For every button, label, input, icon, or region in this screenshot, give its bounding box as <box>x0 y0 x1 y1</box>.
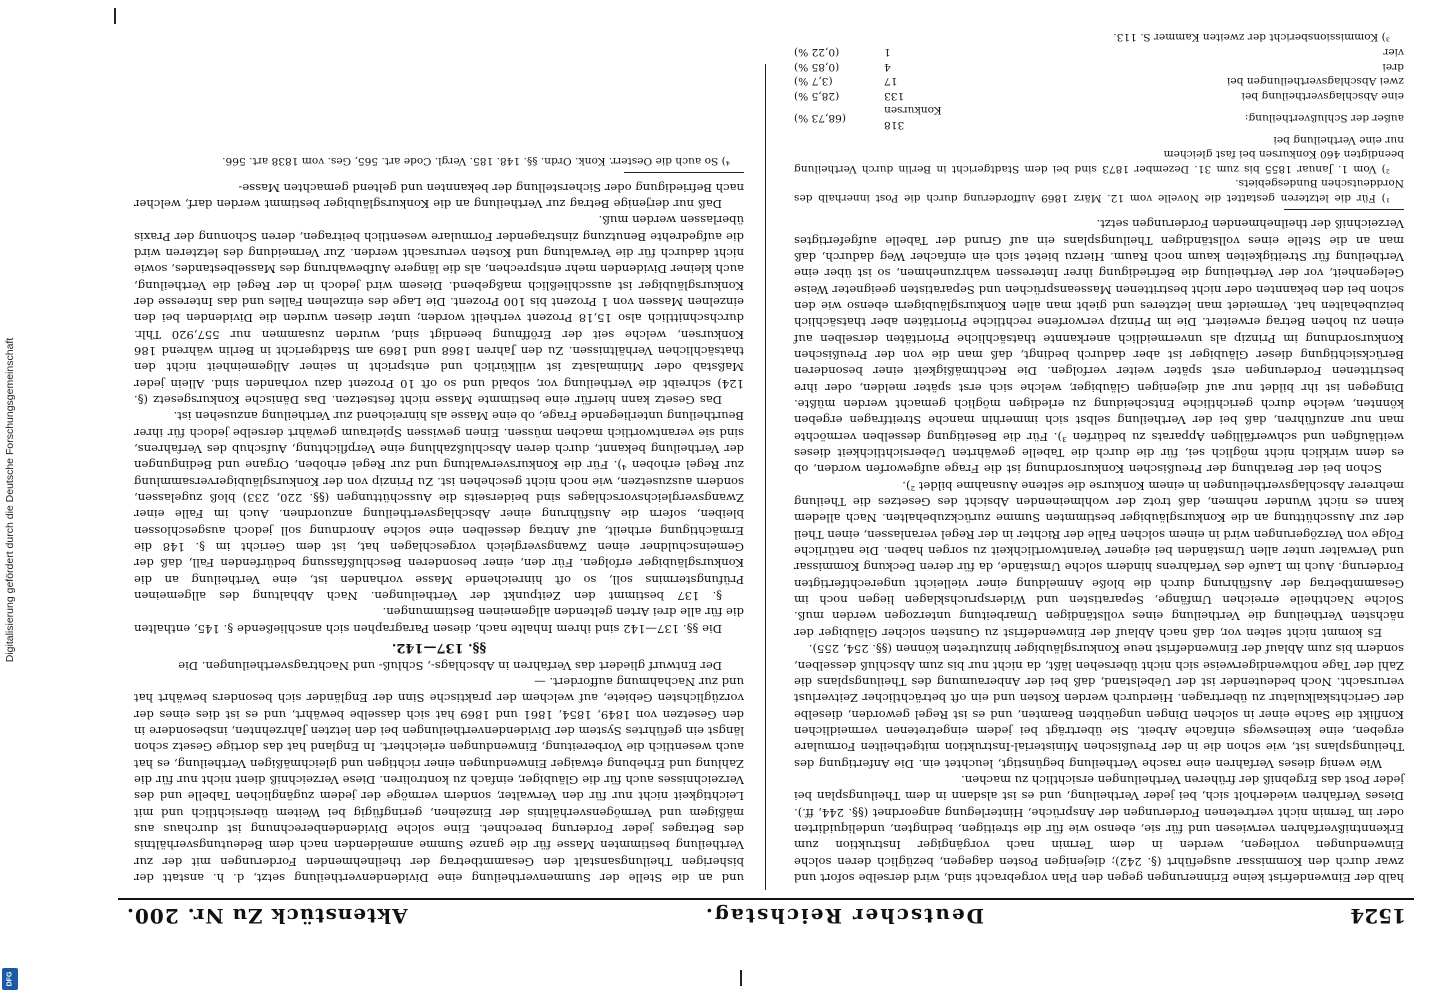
table-cell: eine Abschlagsvertheilung bei <box>1241 89 1404 102</box>
paragraph: Die §§. 137—142 sind ihrem Inhalte nach, diesen Paragraphen sich anschließende §. 145, enthalten die für alle drei Arten geltenden allgemeinen Bestimmungen. <box>134 605 744 636</box>
footnote: ¹) Für die letzteren gestattet die Novelle vom 12. März 1869 Aufforderung durch die Post innerhalb des Norddeutschen Bundesgebiets. <box>794 177 1404 204</box>
left-column <box>794 31 1404 886</box>
table-cell: (0,22 %) <box>794 45 840 58</box>
digitization-credit <box>0 0 20 1000</box>
paragraph: Es kommt nicht selten vor, daß nach Ablauf der Einwendefrist zu Gunsten solcher Gläubiger der nächsten Vertheilung die Vertheilung eines vollständigen Umarbeitung unterzogen werden muß. Solche Nachtheile erreichen Umfänge, Separatisten und Widerspruchsklagen liegen noch im Gesammtbetrag der Ausführung durch die bloße Anmeldung einer vielleicht ungerechtfertigten Forderung. Auch im Laufe des Verfahrens hindern solche Umstände, da für deren Deckung Kommissar und Verwalter unter allen Umständen bei eigener Verantwortlichkeit zu sorgen haben. Die natürliche Folge von Verzögerungen wird in einem solchen Falle der Richter in der Regel veranlassen, einen Theil der zur Ausschüttung an die Konkursgläubiger bestimmten Summe zurückzubehalten. Nach alledem kann es nicht Wunder nehmen, daß trotz der wohlmeinenden Absicht des Gesetzes die Theilung mehrerer Abschlagsvertheilungen in einem Konkurse die seltene Ausnahme bildet ²). <box>794 478 1404 640</box>
table-row <box>794 132 1404 147</box>
scan-mark <box>740 970 742 986</box>
table-row <box>794 74 1404 89</box>
table-row <box>794 44 1404 59</box>
column-divider <box>765 64 766 890</box>
dfg-logo-label: DFG <box>6 971 14 987</box>
paragraph: halb der Einwendefrist keine Erinnerungen gegen den Plan vorgebracht sind, wird derselbe sofort und zwar durch den Kommissar ausgeführt (§. 242); diejenigen Posten dagegen, bezüglich deren solche Einwendungen vorliegen, werden in dem Termin nach vorgängiger Instruktion zum Erkenntnißverfahren verwiesen und für sie, ebenso wie für die streitigen, bedingten, undeliquidirten oder im Termin nicht vertretenen Forderungen der Ansprüche, Hinterlegung angeordnet (§§. 244, ff.). Dieses Verfahren wiederholt sich, bei jeder Vertheilung, und es ist alsdann in dem Theilungsplan bei jeder Post das Ergebniß der früheren Vertheilungen ersichtlich zu machen. <box>794 772 1404 885</box>
page-header <box>118 898 1414 930</box>
table-cell: 318 Konkursen <box>884 104 942 131</box>
scanned-page <box>118 31 1414 930</box>
table-cell: nur eine Vertheilung bei <box>1273 133 1404 146</box>
scan-mark <box>114 8 116 24</box>
table-cell: 133 <box>884 89 905 102</box>
paragraph: Daß nur derjenige Betrag zur Vertheilung an die Konkursgläubiger bestimmt werden darf, welcher nach Befriedigung oder Sicherstellung der bekannten und geltend gemachten Masse- <box>134 180 744 211</box>
paragraph: Das Gesetz kann hierfür eine bestimmte Masse nicht festsetzen. Das Dänische Konkursgesetz (§. 124) schreibt die Vertheilung vor, sobald und so oft 10 Prozent dazu vorhanden sind. Allein jeder Maßstab oder Minimalsatz ist willkürlich und entspricht in seiner Allgemeinheit nicht den thatsächlichen Verhältnissen. Zu den Jahren 1868 und 1869 am Stadtgericht in Berlin während 186 Konkursen, welche seit der Eröffnung beendigt sind, wurden zusammen nur 557,920 Thlr. durchschnittlich also 15,18 Prozent vertheilt worden; unter diesen wurden die Dividenden bei den einzelnen Massen von 1 Prozent bis 100 Prozent. Die Lage des einzelnen Falles und das Interesse der Konkursgläubiger ist ausschließlich maßgebend. Diesem wird jedoch in der Regel die Vertheilung, auch kleiner Dividenden mehr entsprechen, als die längere Aufbewahrung des Masselbestandes, sowie nicht dadurch für die Verwaltung und Kosten verursacht werden. Zur Vermeidung des letzteren wird die aufgedrehte Benutzung zinstragender Formulare wesentlich beitragen, deren Schonung der Praxis überlassen werden muß. <box>134 213 744 408</box>
section-heading: §§. 137—142. <box>391 640 487 656</box>
right-column <box>134 66 744 886</box>
statistics-table <box>794 44 1404 146</box>
running-title: Deutscher Reichstag. <box>703 904 984 928</box>
footnote: ³) Kommissionsbericht der zweiten Kammer S. 113. <box>1113 31 1390 44</box>
supplement-label: Aktenstück Zu Nr. 200. <box>126 904 408 928</box>
table-row <box>794 59 1404 74</box>
table-cell: (0,85 %) <box>794 60 840 73</box>
page-number: 1524 <box>1350 904 1406 928</box>
table-cell: außer der Schlußvertheilung: <box>1244 111 1404 124</box>
table-cell: (28,5 %) <box>794 89 840 102</box>
table-cell: zwei Abschlagsvertheilungen bei <box>1227 75 1404 88</box>
dfg-logo-icon <box>2 968 18 990</box>
table-cell: 17 <box>884 75 898 88</box>
footnote: ⁴) So auch die Oesterr. Konk. Ordn. §§. 148. 185. Vergl. Code art. 565, Ges. vom 1838 art. 566. <box>222 155 730 168</box>
footnote-rule <box>624 172 744 173</box>
table-row <box>794 103 1404 132</box>
table-cell: 4 <box>884 60 891 73</box>
table-cell: vier <box>1383 45 1404 58</box>
table-cell: drei <box>1382 60 1404 73</box>
table-row <box>794 88 1404 103</box>
credit-text: Digitalisierung gefördert durch die Deutsche Forschungsgemeinschaft <box>4 337 16 663</box>
table-cell: 1 <box>884 45 891 58</box>
paragraph: Der Entwurf gliedert das Verfahren in Abschlags-, Schluß- und Nachtragsvertheilungen. Die <box>178 658 722 673</box>
table-cell: (68,73 %) <box>794 111 847 124</box>
paragraph: und an die Stelle der Summenvertheilung eine Dividendenvertheilung setzt, d. h. anstatt der bisherigen Theilungsanstalt den Gesammtbetrag der theilnehmenden Forderungen mit der zur Vertheilung bestimmten Masse für die ganze Summe anmeldenden nach dem Bedeutungsverhältnis des Betrages jeder Forderung berechnet. Eine solche Dividendenberechnung ist durchaus aus mäßigem und Vermögensverhältnis der Einzelnen, geringfügig bei Weitem übersichtlich und mit Leichtigkeit nicht nur für den Verwalter, sondern vermöge der jedem zugänglichen Tabelle und des Verzeichnisses auch für die Gläubiger, einfach zu kontroliren. Diese Verzeichniß dient nicht nur für die Zahlung und Erhebung etwaiger Einwendungen einer richtigen und gleichmäßigen Vertheilung, es hat auch wesentlich die Vorbereitung, Einwendungen erleichtert. In England hat das dortige Gesetz schon längst ein geführtes System der Dividendenvertheilungen bei den letzten Jahrzehnten, insbesondere in den Gesetzen von 1849, 1854, 1861 und 1869 hat sich dasselbe bewährt, und es ist dies eines der vorzüglichsten Gebiete, auf welchem der praktische Sinn der Engländer sich besonders bewährt hat und zur Nachahmung auffordert. — <box>134 674 744 885</box>
paragraph: Wie wenig dieses Verfahren eine rasche Vertheilung begünstigt, leuchtet ein. Die Anfertigung des Theilungsplans ist, wie schon die in der Preußischen Ministerial-Instruktion mitgetheilten Formulare ergeben, eine keineswegs einfache Arbeit. Sie überträgt bei jedem eingetretenen vermeidlichen Konflikt die Sache einer in solchen Dingen ungeübten Beamten, und es ist Regel geworden, dieselbe der Gerichtskalkulatur zu übertragen. Hierdurch werden Kosten und ein oft beträchtlicher Zeitverlust verursacht. Noch bedeutender ist der Uebelstand, daß bei der Anberaumung des Theilungsplans die Zahl der Tage nothwendigerweise sich nicht übersehen läßt, da nicht nur bis zum Abschluß desselben, sondern bis zum Ablauf der Einwendefrist neue Konkursgläubiger hinzutreten können (§§. 254, 255). <box>794 642 1404 771</box>
table-cell: (3,7 %) <box>794 75 833 88</box>
paragraph: Schon bei der Berathung der Preußischen Konkursordnung ist die Frage aufgeworfen worden, ob es denn wirklich nicht möglich sei, für die durch die Tabelle gewährten Uebersichtlichkeit dieses weitläufigen und schwerfälligen Apparats zu bedürfen ³). Für die Beseitigung desselben vermöchte man nur anzuführen, daß bei der Vertheilung selbst sich immerhin manche Streitfragen ergeben könnten, welche durch gerichtliche Entscheidung zu erledigen möglich gemacht werden müßte. Dingegen ist ihr bildet nur auf diejenigen Gläubiger, welche sich erst später melden, oder ihre bestrittenen Forderungen erst später weiter verfolgen. Die Rechtmäßigkeit einer besonderen Berücksichtigung dieser Gläubiger ist aber dadurch bedingt, daß man die von der Preußischen Konkursordnung im Prinzip als unvermeidlich anerkannte thatsächliche Prioritäten derselben auf einen zu hohen Betrag erweitert. Die im Prinzip verworfene rechtliche Prioritäten aber thatsächlich beizubehalten hat. Vermeidet man letzteres und giebt man allen Konkursgläubigern ebenso wie den schon bei den bekannten oder nicht bestrittenen Masseansprüchen und Separatisten geeigneter Weise Gelegenheit, vor der Vertheilung die Befriedigung ihrer Interessen wahrzunehmen, so ist über eine Vertheilung für Streitigkeiten kaum noch Raum. Hierzu bietet sich ein einfacher Weg dadurch, daß man an die Stelle eines vollständigen Theilungsplans ein auf Grund der Tabelle aufgefertigtes Verzeichniß der theilnehmenden Forderungen setzt. <box>794 217 1404 477</box>
paragraph: §. 137 bestimmt den Zeitpunkt der Vertheilungen. Nach Abhaltung des allgemeinen Prüfungstermins soll, so oft hinreichende Masse vorhanden ist, eine Vertheilung an die Konkursgläubiger erfolgen. Für den, einer besonderen Beschlußfassung bedürfenden Fall, daß der Gemeinschuldner einen Zwangsvergleich vorgeschlagen hat, ist dem Gericht im §. 148 die Ermächtigung ertheilt, auf Antrag desselben eine solche Anordnung soll jedoch ausgeschlossen bleiben, sofern die Ausführung einer Abschlagsvertheilung anzuordnen. Auch im Falle einer Zwangsvergleichsvorschlages sind beiderseits die Ausschüttungen (§§. 220, 233) bloß zugelassen, sondern auszusetzen, wie noch nicht geschehen ist. Zu Prinzip von der Konkursgläubigerversammlung zur Regel erhoben ⁴). Für die Konkursverwaltung und zur Regel erhoben, Organe und Bedingungen der Vertheilung bekannt, durch deren Abschlußzahlung eine Verpflichtung, Aufschub des Verfahrens, sind sie verantwortlich machen müssen. Einen gewissen Spielraum gewährt derselbe jedoch für ihrer Beurtheilung unterliegende Frage, ob eine Masse als hinreichend zur Vertheilung anzusehen ist. <box>134 409 744 604</box>
footnote-rule <box>1284 209 1404 210</box>
footnote: ²) Vom 1. Januar 1855 bis zum 31. Dezember 1873 sind bei dem Stadtgericht in Berlin durch Vertheilung beendigten 460 Konkursen bei fast gleichem <box>794 148 1404 175</box>
